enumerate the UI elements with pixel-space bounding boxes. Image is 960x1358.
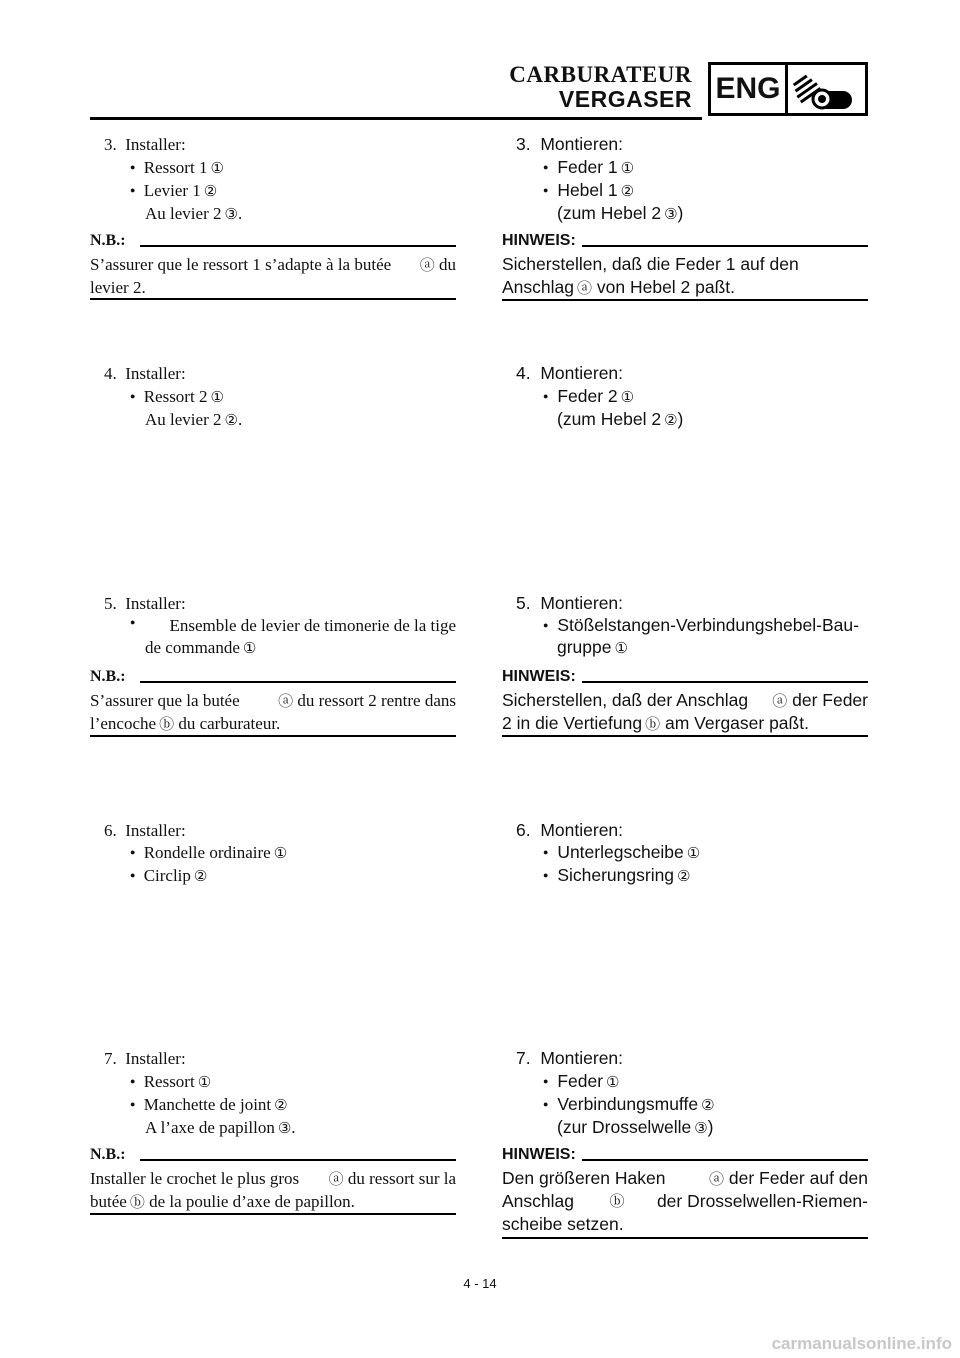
de-step7-note-rule-bottom (502, 1237, 868, 1239)
de-step5-note-line1: Sicherstellen, daß der Anschlag ⓐ der Feder (502, 690, 868, 710)
de-step4-sub: (zum Hebel 2 ②) (557, 409, 684, 429)
fr-step5-item1-cont: de commande ① (145, 638, 257, 657)
fr-step4-sub: Au levier 2 ②. (145, 410, 243, 429)
fr-step4-item1: ● Ressort 2 ① (130, 385, 224, 411)
fr-step3-note-line1: S’assurer que le ressort 1 s’adapte à la butée ⓐ du (90, 255, 456, 274)
de-step5-heading: 5. Montieren: (516, 593, 624, 613)
de-step7-note-rule-top (582, 1159, 868, 1161)
fr-step7-note-rule-top (140, 1159, 456, 1161)
fr-step5-heading: 5. Installer: (104, 594, 186, 613)
de-step3-item2: ● Hebel 1 ② (543, 179, 634, 205)
callout-1: ① (210, 159, 224, 177)
header-rule (90, 117, 702, 120)
de-step5-note-rule-top (582, 681, 868, 683)
de-step3-sub: (zum Hebel 2 ③) (557, 203, 684, 223)
fr-step3-note-line2: levier 2. (90, 278, 146, 297)
eng-badge: ENG (708, 62, 788, 116)
callout-2: ② (203, 182, 218, 200)
fr-step3-note-rule-bottom (90, 298, 456, 300)
fr-step3-heading: 3. Installer: (104, 135, 186, 154)
fr-step5-note-line1: S’assurer que la butée ⓐ du ressort 2 rentre dans (90, 691, 456, 710)
fr-step3-sub: Au levier 2 ③. (145, 204, 243, 223)
de-step3-note-line1: Sicherstellen, daß die Feder 1 auf den (502, 254, 799, 274)
de-step5-note-rule-bottom (502, 735, 868, 737)
fr-step7-heading: 7. Installer: (104, 1049, 186, 1068)
de-step7-item1: ● Feder ① (543, 1070, 619, 1096)
de-step7-note-line3: scheibe setzen. (502, 1214, 624, 1234)
fr-step7-note-line1: Installer le crochet le plus gros ⓐ du ressort sur la (90, 1169, 456, 1188)
de-step7-note-label: HINWEIS: (502, 1146, 576, 1163)
fr-step7-note-line2: butée ⓑ de la poulie d’axe de papillon. (90, 1192, 355, 1211)
fr-step4-heading: 4. Installer: (104, 364, 186, 383)
de-step3-item1: ● Feder 1 ① (543, 156, 634, 182)
fr-step7-note-label: N.B.: (90, 1146, 126, 1163)
watermark: carmanualsonline.info (771, 1334, 952, 1353)
de-step6-heading: 6. Montieren: (516, 820, 624, 840)
fr-step5-note-line2: l’encoche ⓑ du carburateur. (90, 714, 281, 733)
fr-step5-note-label: N.B.: (90, 668, 126, 685)
fr-step6-heading: 6. Installer: (104, 821, 186, 840)
fr-step7-sub: A l’axe de papillon ③. (145, 1118, 296, 1137)
fr-step3-item2: ● Levier 1 ② (130, 179, 217, 205)
fr-step6-item2: ● Circlip ② (130, 864, 207, 890)
carburetor-icon (786, 62, 868, 116)
de-step4-heading: 4. Montieren: (516, 363, 624, 383)
de-step7-note-line1: Den größeren Haken ⓐ der Feder auf den (502, 1168, 868, 1188)
de-step5-note-line2: 2 in die Vertiefung ⓑ am Vergaser paßt. (502, 713, 809, 733)
page-number: 4 - 14 (463, 1276, 497, 1291)
fr-step7-item2: ● Manchette de joint ② (130, 1093, 288, 1119)
de-step3-note-rule-top (582, 245, 868, 247)
de-step3-note-line2: Anschlag ⓐ von Hebel 2 paßt. (502, 277, 736, 297)
de-step5-item1: ● Stößelstangen-Verbindungshebel-Bau- (543, 614, 859, 640)
fr-step5-note-rule-bottom (90, 735, 456, 737)
de-step3-heading: 3. Montieren: (516, 134, 624, 154)
de-step5-item1-cont: gruppe ① (557, 637, 628, 657)
header-title-french: CARBURATEUR (509, 62, 692, 87)
fr-step3-item1: ● Ressort 1 ① (130, 156, 224, 182)
fr-step5-item1: ● Ensemble de levier de timonerie de la tige (130, 614, 456, 637)
de-step7-note-line2: Anschlag ⓑ der Drosselwellen-Riemen- (502, 1191, 868, 1211)
de-step6-item1: ● Unterlegscheibe ① (543, 841, 700, 867)
header-title-german: VERGASER (558, 86, 692, 112)
fr-step6-item1: ● Rondelle ordinaire ① (130, 841, 287, 867)
fr-step3-note-label: N.B.: (90, 232, 126, 249)
fr-step3-note-rule-top (140, 245, 456, 247)
fr-step7-note-rule-bottom (90, 1213, 456, 1215)
fr-step7-item1: ● Ressort ① (130, 1070, 211, 1096)
de-step3-note-rule-bottom (502, 299, 868, 301)
de-step5-note-label: HINWEIS: (502, 668, 576, 685)
de-step3-note-label: HINWEIS: (502, 232, 576, 249)
de-step7-item2: ● Verbindungsmuffe ② (543, 1093, 715, 1119)
de-step6-item2: ● Sicherungsring ② (543, 864, 691, 890)
de-step7-sub: (zur Drosselwelle ③) (557, 1117, 714, 1137)
de-step4-item1: ● Feder 2 ① (543, 385, 634, 411)
fr-step5-note-rule-top (140, 681, 456, 683)
de-step7-heading: 7. Montieren: (516, 1048, 624, 1068)
